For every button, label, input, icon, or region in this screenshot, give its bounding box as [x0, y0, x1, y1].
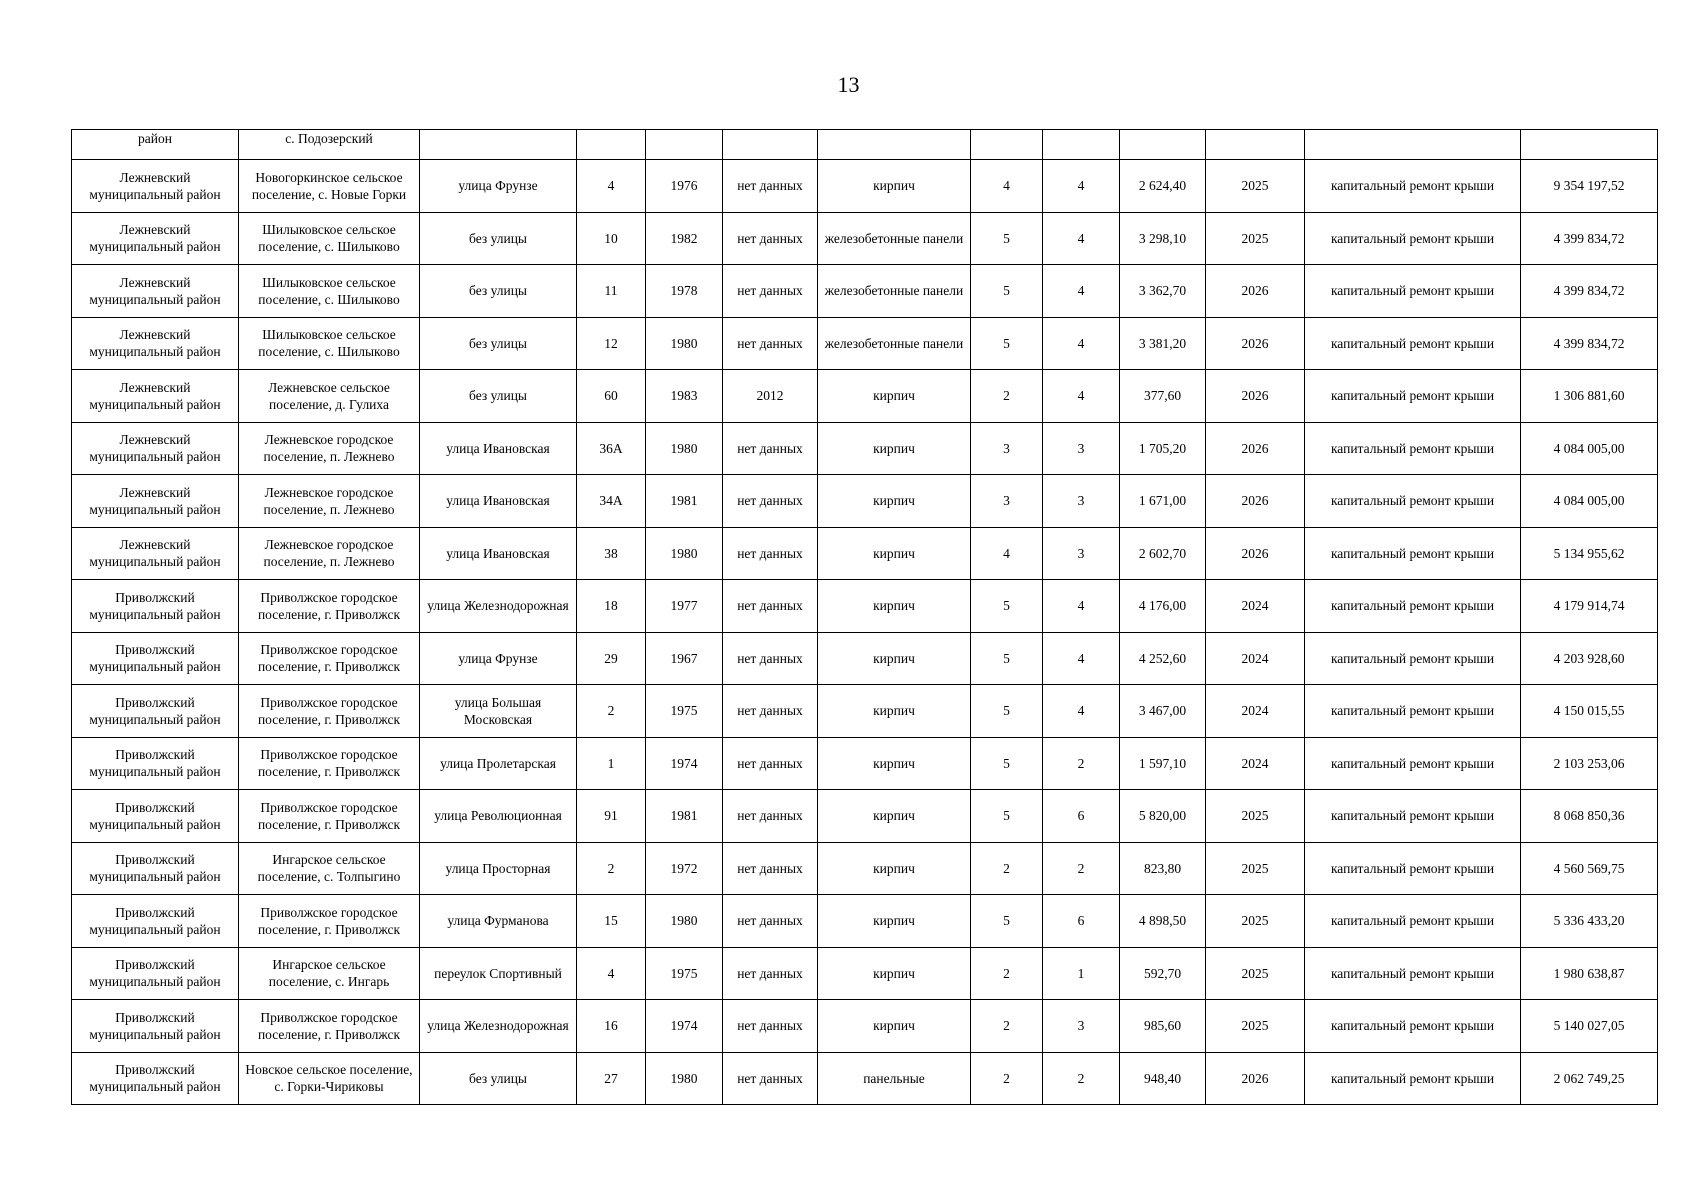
cell-entrances: 4 — [1043, 685, 1120, 738]
cell-district: район — [72, 130, 239, 160]
cell-district: Приволжский муниципальный район — [72, 580, 239, 633]
cell-year-built: 1978 — [646, 265, 723, 318]
cell-year-built: 1980 — [646, 527, 723, 580]
cell-house-number: 29 — [577, 632, 646, 685]
cell-wall-material — [818, 130, 971, 160]
cell-area: 4 898,50 — [1120, 895, 1206, 948]
table-row — [72, 737, 1658, 790]
cell-street: улица Большая Московская — [420, 685, 577, 738]
cell-year-built: 1980 — [646, 1052, 723, 1105]
cell-district: Лежневский муниципальный район — [72, 160, 239, 213]
cell-entrances: 2 — [1043, 737, 1120, 790]
cell-year-built: 1976 — [646, 160, 723, 213]
cell-cost — [1521, 130, 1658, 160]
cell-year-built: 1980 — [646, 422, 723, 475]
cell-wall-material: железобетонные панели — [818, 265, 971, 318]
cell-cost: 2 062 749,25 — [1521, 1052, 1658, 1105]
cell-last-repair: нет данных — [723, 842, 818, 895]
cell-year-built: 1982 — [646, 212, 723, 265]
cell-wall-material: кирпич — [818, 790, 971, 843]
cell-floors: 5 — [971, 737, 1043, 790]
cell-area: 2 624,40 — [1120, 160, 1206, 213]
cell-last-repair: нет данных — [723, 1000, 818, 1053]
cell-work-type: капитальный ремонт крыши — [1305, 632, 1521, 685]
cell-work-type: капитальный ремонт крыши — [1305, 1000, 1521, 1053]
cell-entrances: 4 — [1043, 317, 1120, 370]
cell-cost: 4 084 005,00 — [1521, 422, 1658, 475]
cell-plan-year: 2024 — [1206, 685, 1305, 738]
cell-street: без улицы — [420, 212, 577, 265]
cell-settlement: Шилыковское сельское поселение, с. Шилыково — [239, 212, 420, 265]
cell-wall-material: железобетонные панели — [818, 317, 971, 370]
cell-area: 985,60 — [1120, 1000, 1206, 1053]
cell-last-repair: нет данных — [723, 475, 818, 528]
cell-floors: 5 — [971, 317, 1043, 370]
cell-work-type: капитальный ремонт крыши — [1305, 947, 1521, 1000]
cell-floors — [971, 130, 1043, 160]
cell-work-type: капитальный ремонт крыши — [1305, 422, 1521, 475]
cell-settlement: Шилыковское сельское поселение, с. Шилыково — [239, 317, 420, 370]
cell-house-number: 2 — [577, 842, 646, 895]
cell-house-number: 15 — [577, 895, 646, 948]
table-row — [72, 370, 1658, 423]
cell-plan-year: 2026 — [1206, 265, 1305, 318]
table-row — [72, 265, 1658, 318]
cell-street: улица Фрунзе — [420, 160, 577, 213]
cell-street: без улицы — [420, 370, 577, 423]
cell-house-number: 16 — [577, 1000, 646, 1053]
cell-last-repair: нет данных — [723, 895, 818, 948]
cell-cost: 4 399 834,72 — [1521, 265, 1658, 318]
cell-wall-material: кирпич — [818, 580, 971, 633]
cell-floors: 4 — [971, 527, 1043, 580]
cell-area — [1120, 130, 1206, 160]
cell-house-number: 27 — [577, 1052, 646, 1105]
cell-street: улица Пролетарская — [420, 737, 577, 790]
cell-plan-year: 2026 — [1206, 475, 1305, 528]
page-number: 13 — [837, 72, 860, 97]
cell-street: улица Ивановская — [420, 475, 577, 528]
cell-district: Приволжский муниципальный район — [72, 632, 239, 685]
cell-work-type: капитальный ремонт крыши — [1305, 317, 1521, 370]
cell-district: Лежневский муниципальный район — [72, 212, 239, 265]
table-row — [72, 947, 1658, 1000]
cell-year-built: 1975 — [646, 947, 723, 1000]
cell-house-number: 2 — [577, 685, 646, 738]
cell-cost: 5 134 955,62 — [1521, 527, 1658, 580]
cell-entrances: 4 — [1043, 160, 1120, 213]
cell-work-type: капитальный ремонт крыши — [1305, 1052, 1521, 1105]
cell-area: 1 597,10 — [1120, 737, 1206, 790]
cell-wall-material: кирпич — [818, 947, 971, 1000]
table-row — [72, 317, 1658, 370]
cell-settlement: Приволжское городское поселение, г. Приволжск — [239, 790, 420, 843]
cell-plan-year — [1206, 130, 1305, 160]
cell-cost: 4 560 569,75 — [1521, 842, 1658, 895]
cell-settlement: Шилыковское сельское поселение, с. Шилыково — [239, 265, 420, 318]
cell-street: улица Железнодорожная — [420, 1000, 577, 1053]
cell-district: Лежневский муниципальный район — [72, 422, 239, 475]
cell-entrances — [1043, 130, 1120, 160]
cell-area: 1 671,00 — [1120, 475, 1206, 528]
cell-street: улица Железнодорожная — [420, 580, 577, 633]
cell-entrances: 6 — [1043, 895, 1120, 948]
cell-house-number: 34А — [577, 475, 646, 528]
cell-street: улица Ивановская — [420, 422, 577, 475]
cell-wall-material: кирпич — [818, 632, 971, 685]
cell-last-repair: нет данных — [723, 422, 818, 475]
cell-entrances: 6 — [1043, 790, 1120, 843]
cell-wall-material: кирпич — [818, 527, 971, 580]
table-row — [72, 580, 1658, 633]
cell-settlement: Приволжское городское поселение, г. Приволжск — [239, 685, 420, 738]
cell-house-number: 4 — [577, 947, 646, 1000]
cell-floors: 5 — [971, 265, 1043, 318]
cell-wall-material: кирпич — [818, 370, 971, 423]
cell-district: Приволжский муниципальный район — [72, 1052, 239, 1105]
cell-wall-material: железобетонные панели — [818, 212, 971, 265]
cell-area: 377,60 — [1120, 370, 1206, 423]
cell-area: 3 381,20 — [1120, 317, 1206, 370]
cell-floors: 3 — [971, 475, 1043, 528]
cell-entrances: 4 — [1043, 632, 1120, 685]
cell-settlement: Новское сельское поселение, с. Горки-Чириковы — [239, 1052, 420, 1105]
cell-floors: 5 — [971, 685, 1043, 738]
cell-floors: 2 — [971, 842, 1043, 895]
cell-entrances: 3 — [1043, 527, 1120, 580]
cell-house-number: 1 — [577, 737, 646, 790]
cell-house-number: 11 — [577, 265, 646, 318]
cell-year-built — [646, 130, 723, 160]
cell-cost: 2 103 253,06 — [1521, 737, 1658, 790]
cell-last-repair: нет данных — [723, 265, 818, 318]
cell-work-type: капитальный ремонт крыши — [1305, 527, 1521, 580]
cell-settlement: Лежневское городское поселение, п. Лежнево — [239, 475, 420, 528]
table-row — [72, 527, 1658, 580]
cell-cost: 5 140 027,05 — [1521, 1000, 1658, 1053]
cell-floors: 5 — [971, 895, 1043, 948]
table-row — [72, 475, 1658, 528]
cell-area: 3 467,00 — [1120, 685, 1206, 738]
table-row — [72, 1000, 1658, 1053]
cell-settlement: Лежневское городское поселение, п. Лежнево — [239, 527, 420, 580]
cell-entrances: 1 — [1043, 947, 1120, 1000]
cell-wall-material: кирпич — [818, 895, 971, 948]
cell-house-number: 4 — [577, 160, 646, 213]
cell-settlement: Приволжское городское поселение, г. Приволжск — [239, 580, 420, 633]
table-row — [72, 212, 1658, 265]
cell-last-repair: нет данных — [723, 527, 818, 580]
cell-plan-year: 2025 — [1206, 947, 1305, 1000]
table-row — [72, 842, 1658, 895]
cell-street: без улицы — [420, 1052, 577, 1105]
cell-work-type: капитальный ремонт крыши — [1305, 265, 1521, 318]
cell-floors: 5 — [971, 580, 1043, 633]
cell-district: Лежневский муниципальный район — [72, 265, 239, 318]
cell-year-built: 1981 — [646, 475, 723, 528]
cell-year-built: 1980 — [646, 895, 723, 948]
cell-plan-year: 2025 — [1206, 160, 1305, 213]
cell-work-type: капитальный ремонт крыши — [1305, 685, 1521, 738]
cell-floors: 2 — [971, 1000, 1043, 1053]
cell-floors: 2 — [971, 370, 1043, 423]
cell-last-repair: нет данных — [723, 737, 818, 790]
cell-work-type: капитальный ремонт крыши — [1305, 842, 1521, 895]
cell-cost: 8 068 850,36 — [1521, 790, 1658, 843]
cell-cost: 4 203 928,60 — [1521, 632, 1658, 685]
cell-entrances: 3 — [1043, 475, 1120, 528]
table-row — [72, 632, 1658, 685]
cell-area: 5 820,00 — [1120, 790, 1206, 843]
cell-year-built: 1983 — [646, 370, 723, 423]
continuation-row — [72, 130, 1658, 160]
cell-entrances: 4 — [1043, 265, 1120, 318]
cell-settlement: с. Подозерский — [239, 130, 420, 160]
cell-floors: 5 — [971, 790, 1043, 843]
cell-area: 2 602,70 — [1120, 527, 1206, 580]
cell-last-repair: нет данных — [723, 212, 818, 265]
cell-last-repair: нет данных — [723, 685, 818, 738]
cell-cost: 4 150 015,55 — [1521, 685, 1658, 738]
table-row — [72, 422, 1658, 475]
cell-district: Лежневский муниципальный район — [72, 317, 239, 370]
cell-street: без улицы — [420, 317, 577, 370]
cell-street: переулок Спортивный — [420, 947, 577, 1000]
cell-district: Приволжский муниципальный район — [72, 737, 239, 790]
cell-work-type: капитальный ремонт крыши — [1305, 160, 1521, 213]
cell-work-type: капитальный ремонт крыши — [1305, 580, 1521, 633]
cell-year-built: 1981 — [646, 790, 723, 843]
cell-settlement: Ингарское сельское поселение, с. Ингарь — [239, 947, 420, 1000]
cell-work-type: капитальный ремонт крыши — [1305, 895, 1521, 948]
cell-wall-material: кирпич — [818, 737, 971, 790]
cell-year-built: 1977 — [646, 580, 723, 633]
cell-entrances: 3 — [1043, 1000, 1120, 1053]
cell-wall-material: кирпич — [818, 475, 971, 528]
cell-street — [420, 130, 577, 160]
cell-plan-year: 2026 — [1206, 370, 1305, 423]
cell-settlement: Новогоркинское сельское поселение, с. Новые Горки — [239, 160, 420, 213]
cell-area: 3 298,10 — [1120, 212, 1206, 265]
cell-area: 3 362,70 — [1120, 265, 1206, 318]
cell-plan-year: 2024 — [1206, 632, 1305, 685]
cell-plan-year: 2024 — [1206, 737, 1305, 790]
cell-settlement: Ингарское сельское поселение, с. Толпыгино — [239, 842, 420, 895]
cell-entrances: 4 — [1043, 212, 1120, 265]
cell-settlement: Лежневское городское поселение, п. Лежнево — [239, 422, 420, 475]
cell-cost: 4 084 005,00 — [1521, 475, 1658, 528]
cell-floors: 2 — [971, 947, 1043, 1000]
cell-house-number: 10 — [577, 212, 646, 265]
cell-house-number: 91 — [577, 790, 646, 843]
cell-settlement: Приволжское городское поселение, г. Приволжск — [239, 632, 420, 685]
cell-wall-material: кирпич — [818, 1000, 971, 1053]
cell-work-type: капитальный ремонт крыши — [1305, 475, 1521, 528]
cell-last-repair — [723, 130, 818, 160]
cell-area: 948,40 — [1120, 1052, 1206, 1105]
cell-floors: 5 — [971, 632, 1043, 685]
cell-year-built: 1980 — [646, 317, 723, 370]
cell-settlement: Лежневское сельское поселение, д. Гулиха — [239, 370, 420, 423]
table-row — [72, 160, 1658, 213]
cell-entrances: 3 — [1043, 422, 1120, 475]
cell-street: улица Фрунзе — [420, 632, 577, 685]
cell-house-number: 38 — [577, 527, 646, 580]
table-row — [72, 895, 1658, 948]
cell-cost: 4 399 834,72 — [1521, 317, 1658, 370]
cell-settlement: Приволжское городское поселение, г. Приволжск — [239, 895, 420, 948]
cell-house-number: 12 — [577, 317, 646, 370]
cell-last-repair: нет данных — [723, 1052, 818, 1105]
cell-plan-year: 2026 — [1206, 317, 1305, 370]
cell-wall-material: кирпич — [818, 685, 971, 738]
cell-last-repair: нет данных — [723, 632, 818, 685]
cell-entrances: 4 — [1043, 370, 1120, 423]
cell-work-type: капитальный ремонт крыши — [1305, 370, 1521, 423]
cell-area: 4 176,00 — [1120, 580, 1206, 633]
cell-wall-material: кирпич — [818, 422, 971, 475]
cell-last-repair: нет данных — [723, 317, 818, 370]
cell-plan-year: 2025 — [1206, 1000, 1305, 1053]
cell-district: Приволжский муниципальный район — [72, 685, 239, 738]
cell-street: улица Революционная — [420, 790, 577, 843]
cell-plan-year: 2025 — [1206, 895, 1305, 948]
cell-district: Лежневский муниципальный район — [72, 527, 239, 580]
housing-repair-table — [71, 129, 1658, 1105]
cell-year-built: 1974 — [646, 1000, 723, 1053]
cell-last-repair: нет данных — [723, 160, 818, 213]
cell-plan-year: 2025 — [1206, 842, 1305, 895]
cell-street: улица Просторная — [420, 842, 577, 895]
cell-district: Приволжский муниципальный район — [72, 1000, 239, 1053]
cell-last-repair: нет данных — [723, 947, 818, 1000]
cell-work-type: капитальный ремонт крыши — [1305, 737, 1521, 790]
cell-plan-year: 2024 — [1206, 580, 1305, 633]
cell-cost: 4 179 914,74 — [1521, 580, 1658, 633]
cell-last-repair: нет данных — [723, 580, 818, 633]
cell-wall-material: кирпич — [818, 160, 971, 213]
cell-entrances: 2 — [1043, 842, 1120, 895]
cell-last-repair: 2012 — [723, 370, 818, 423]
cell-work-type — [1305, 130, 1521, 160]
cell-area: 592,70 — [1120, 947, 1206, 1000]
cell-area: 1 705,20 — [1120, 422, 1206, 475]
cell-area: 4 252,60 — [1120, 632, 1206, 685]
cell-street: улица Ивановская — [420, 527, 577, 580]
cell-plan-year: 2025 — [1206, 212, 1305, 265]
cell-plan-year: 2026 — [1206, 527, 1305, 580]
cell-district: Приволжский муниципальный район — [72, 842, 239, 895]
cell-district: Лежневский муниципальный район — [72, 370, 239, 423]
cell-year-built: 1972 — [646, 842, 723, 895]
cell-house-number: 18 — [577, 580, 646, 633]
cell-wall-material: панельные — [818, 1052, 971, 1105]
cell-year-built: 1967 — [646, 632, 723, 685]
cell-settlement: Приволжское городское поселение, г. Приволжск — [239, 1000, 420, 1053]
cell-district: Лежневский муниципальный район — [72, 475, 239, 528]
cell-house-number: 36А — [577, 422, 646, 475]
cell-wall-material: кирпич — [818, 842, 971, 895]
cell-year-built: 1975 — [646, 685, 723, 738]
cell-last-repair: нет данных — [723, 790, 818, 843]
cell-work-type: капитальный ремонт крыши — [1305, 790, 1521, 843]
cell-floors: 4 — [971, 160, 1043, 213]
cell-work-type: капитальный ремонт крыши — [1305, 212, 1521, 265]
cell-year-built: 1974 — [646, 737, 723, 790]
cell-district: Приволжский муниципальный район — [72, 895, 239, 948]
cell-cost: 1 980 638,87 — [1521, 947, 1658, 1000]
cell-entrances: 2 — [1043, 1052, 1120, 1105]
cell-district: Приволжский муниципальный район — [72, 947, 239, 1000]
cell-area: 823,80 — [1120, 842, 1206, 895]
cell-plan-year: 2025 — [1206, 790, 1305, 843]
cell-cost: 5 336 433,20 — [1521, 895, 1658, 948]
cell-plan-year: 2026 — [1206, 1052, 1305, 1105]
cell-plan-year: 2026 — [1206, 422, 1305, 475]
cell-cost: 4 399 834,72 — [1521, 212, 1658, 265]
cell-cost: 1 306 881,60 — [1521, 370, 1658, 423]
cell-floors: 5 — [971, 212, 1043, 265]
cell-floors: 2 — [971, 1052, 1043, 1105]
table-row — [72, 685, 1658, 738]
table-row — [72, 1052, 1658, 1105]
table-row — [72, 790, 1658, 843]
cell-cost: 9 354 197,52 — [1521, 160, 1658, 213]
cell-house-number: 60 — [577, 370, 646, 423]
cell-house-number — [577, 130, 646, 160]
cell-street: без улицы — [420, 265, 577, 318]
cell-entrances: 4 — [1043, 580, 1120, 633]
cell-street: улица Фурманова — [420, 895, 577, 948]
cell-floors: 3 — [971, 422, 1043, 475]
cell-district: Приволжский муниципальный район — [72, 790, 239, 843]
cell-settlement: Приволжское городское поселение, г. Приволжск — [239, 737, 420, 790]
